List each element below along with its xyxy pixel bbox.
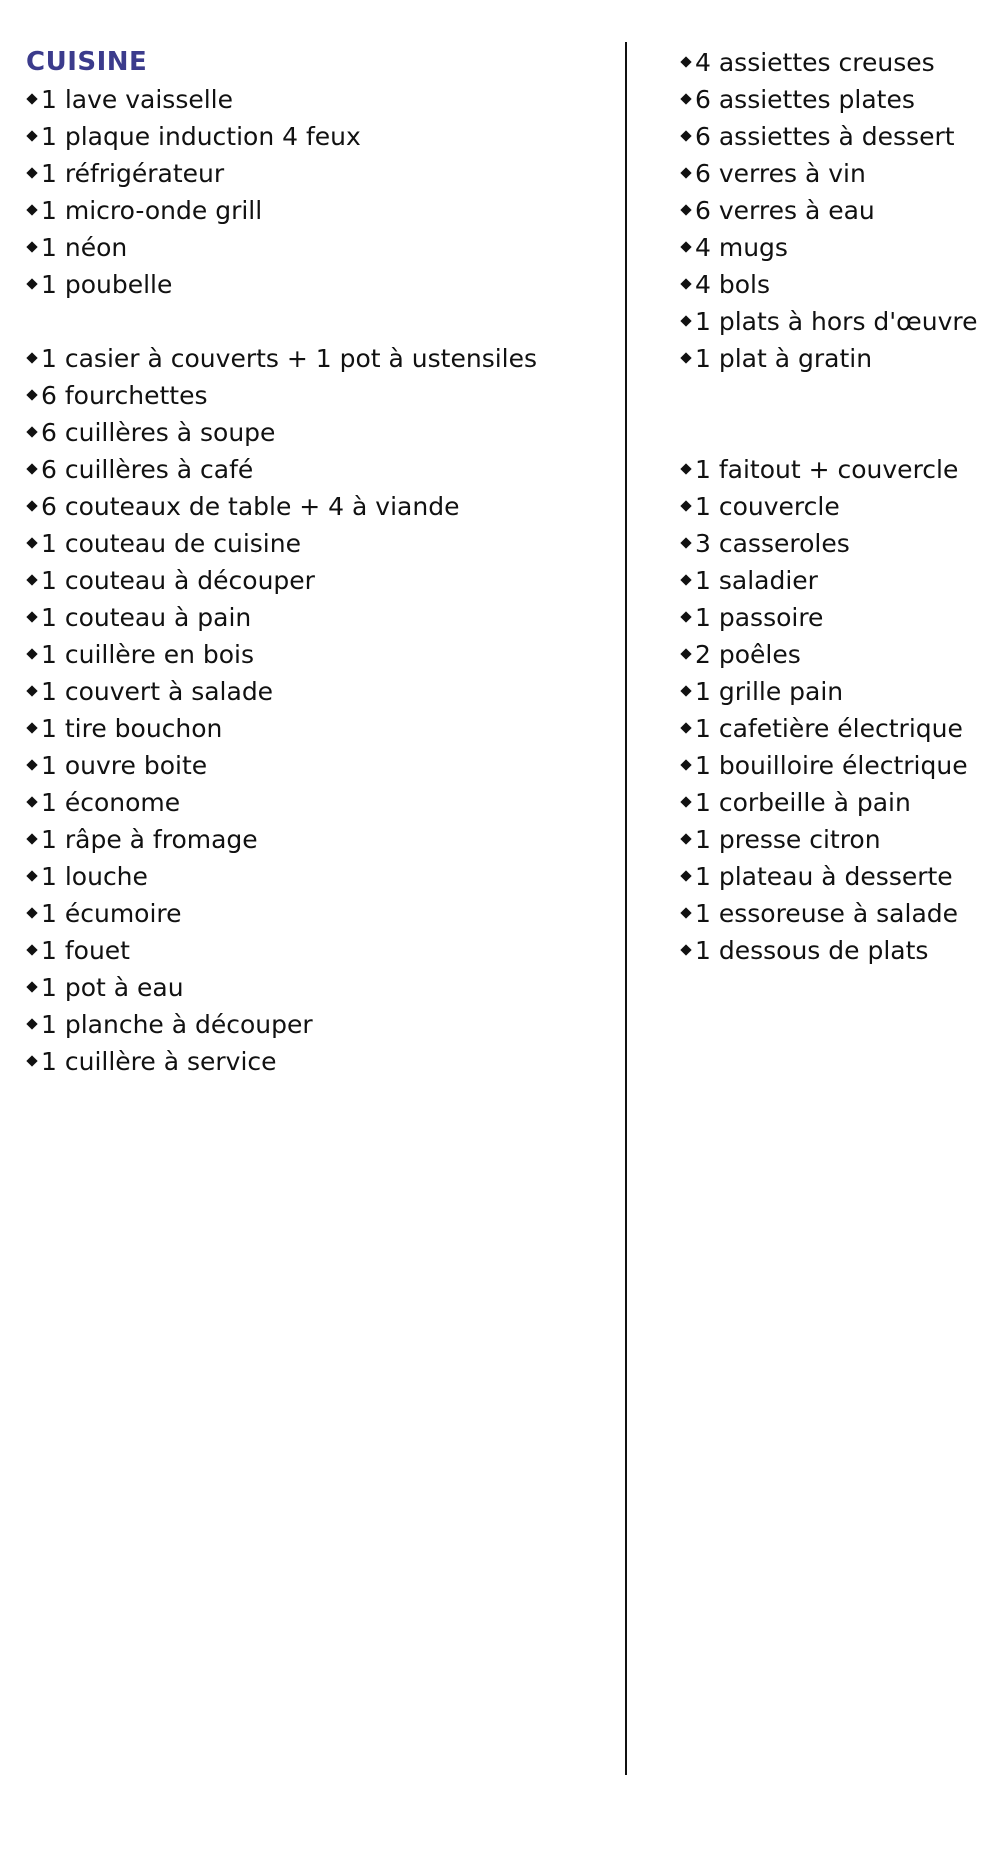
list-item [680,747,995,784]
list-item-label: 1 plats à hors d'œuvre [695,307,978,336]
list-item-label: 1 grille pain [695,677,844,706]
list-item [680,192,995,229]
list-item-label: 1 cuillère en bois [41,640,255,669]
list-item [680,599,995,636]
right-column [680,44,995,969]
list-item [680,451,995,488]
list-item-label: 1 néon [41,233,128,262]
list-item-label: 3 casseroles [695,529,850,558]
list-item-label: 1 louche [41,862,148,891]
list-item [680,562,995,599]
list-item-label: 1 couteau de cuisine [41,529,301,558]
list-item-label: 6 verres à eau [695,196,875,225]
diamond-bullet-icon [680,722,691,733]
list-item [680,673,995,710]
list-item-label: 1 tire bouchon [41,714,223,743]
list-item-label: 6 cuillères à soupe [41,418,276,447]
diamond-bullet-icon [26,1018,37,1029]
list-item [680,340,995,377]
list-item [680,44,995,81]
list-item-label: 1 pot à eau [41,973,184,1002]
list-item [26,710,606,747]
list-item [26,562,606,599]
list-item-label: 1 plaque induction 4 feux [41,122,361,151]
list-item-label: 6 fourchettes [41,381,208,410]
diamond-bullet-icon [680,315,691,326]
cookware-list [680,451,995,969]
diamond-bullet-icon [26,648,37,659]
diamond-bullet-icon [680,611,691,622]
diamond-bullet-icon [680,204,691,215]
diamond-bullet-icon [680,537,691,548]
diamond-bullet-icon [680,93,691,104]
list-item-label: 1 économe [41,788,181,817]
list-item-label: 1 couteau à pain [41,603,252,632]
list-item [26,81,606,118]
diamond-bullet-icon [26,426,37,437]
list-item [26,673,606,710]
diamond-bullet-icon [26,1055,37,1066]
list-item [26,525,606,562]
list-item [26,599,606,636]
list-item [26,340,606,377]
list-item-label: 1 fouet [41,936,130,965]
diamond-bullet-icon [26,796,37,807]
diamond-bullet-icon [680,907,691,918]
list-item-label: 6 assiettes plates [695,85,915,114]
list-item [26,747,606,784]
diamond-bullet-icon [680,833,691,844]
diamond-bullet-icon [680,241,691,252]
left-column [26,44,606,1080]
list-item [680,858,995,895]
diamond-bullet-icon [26,981,37,992]
list-item-label: 4 bols [695,270,770,299]
list-item-label: 2 poêles [695,640,801,669]
section-title: CUISINE [26,47,148,77]
diamond-bullet-icon [26,833,37,844]
list-item [680,710,995,747]
diamond-bullet-icon [26,93,37,104]
list-item [26,155,606,192]
list-item-label: 6 verres à vin [695,159,866,188]
list-item-label: 1 casier à couverts + 1 pot à ustensiles [41,344,538,373]
diamond-bullet-icon [26,611,37,622]
list-item [26,118,606,155]
list-item [26,858,606,895]
list-item [26,266,606,303]
list-item-label: 1 lave vaisselle [41,85,234,114]
list-item [26,969,606,1006]
list-item [680,932,995,969]
list-item-label: 1 couteau à découper [41,566,315,595]
diamond-bullet-icon [680,648,691,659]
list-item-label: 1 micro-onde grill [41,196,263,225]
diamond-bullet-icon [26,389,37,400]
list-item-label: 1 couvercle [695,492,840,521]
list-item-label: 4 mugs [695,233,788,262]
diamond-bullet-icon [26,907,37,918]
diamond-bullet-icon [26,241,37,252]
list-item [680,81,995,118]
list-item-label: 1 cafetière électrique [695,714,963,743]
diamond-bullet-icon [680,796,691,807]
column-divider [625,42,627,1775]
diamond-bullet-icon [26,722,37,733]
list-item-label: 1 essoreuse à salade [695,899,959,928]
diamond-bullet-icon [680,870,691,881]
list-item-label: 1 planche à découper [41,1010,313,1039]
utensil-list [26,340,606,1080]
diamond-bullet-icon [680,130,691,141]
appliance-list [26,81,606,303]
list-item-label: 1 faitout + couvercle [695,455,959,484]
list-item [26,636,606,673]
diamond-bullet-icon [680,759,691,770]
list-item [26,229,606,266]
list-item [26,451,606,488]
list-item-label: 1 corbeille à pain [695,788,911,817]
diamond-bullet-icon [680,167,691,178]
list-item-label: 1 dessous de plats [695,936,929,965]
list-item-label: 1 plat à gratin [695,344,873,373]
list-item-label: 1 réfrigérateur [41,159,225,188]
list-item-label: 6 cuillères à café [41,455,254,484]
diamond-bullet-icon [26,130,37,141]
spacer [26,303,606,340]
diamond-bullet-icon [26,463,37,474]
diamond-bullet-icon [26,574,37,585]
list-item-label: 6 assiettes à dessert [695,122,955,151]
list-item [680,303,995,340]
list-item [26,377,606,414]
diamond-bullet-icon [26,167,37,178]
diamond-bullet-icon [680,574,691,585]
list-item-label: 1 saladier [695,566,818,595]
diamond-bullet-icon [680,685,691,696]
list-item [26,488,606,525]
diamond-bullet-icon [680,278,691,289]
list-item-label: 6 couteaux de table + 4 à viande [41,492,460,521]
list-item [26,895,606,932]
diamond-bullet-icon [26,944,37,955]
list-item [26,414,606,451]
list-item [680,821,995,858]
list-item [26,1043,606,1080]
list-item [26,192,606,229]
list-item [680,266,995,303]
list-item [26,932,606,969]
list-item-label: 1 bouilloire électrique [695,751,968,780]
list-item [26,821,606,858]
list-item [680,525,995,562]
list-item [680,895,995,932]
list-item-label: 4 assiettes creuses [695,48,935,77]
diamond-bullet-icon [680,944,691,955]
list-item [680,636,995,673]
list-item-label: 1 ouvre boite [41,751,208,780]
diamond-bullet-icon [26,500,37,511]
list-item [680,118,995,155]
list-item [26,784,606,821]
list-item-label: 1 râpe à fromage [41,825,258,854]
list-item-label: 1 passoire [695,603,824,632]
diamond-bullet-icon [26,278,37,289]
diamond-bullet-icon [26,352,37,363]
diamond-bullet-icon [26,204,37,215]
diamond-bullet-icon [680,463,691,474]
diamond-bullet-icon [26,685,37,696]
diamond-bullet-icon [26,870,37,881]
list-item-label: 1 cuillère à service [41,1047,277,1076]
spacer [680,377,995,451]
diamond-bullet-icon [680,500,691,511]
diamond-bullet-icon [680,56,691,67]
tableware-list [680,44,995,377]
list-item [680,784,995,821]
diamond-bullet-icon [680,352,691,363]
list-item-label: 1 poubelle [41,270,173,299]
list-item-label: 1 couvert à salade [41,677,274,706]
list-item [680,229,995,266]
list-item [680,155,995,192]
list-item-label: 1 presse citron [695,825,881,854]
diamond-bullet-icon [26,537,37,548]
list-item [26,1006,606,1043]
list-item-label: 1 plateau à desserte [695,862,953,891]
list-item [680,488,995,525]
diamond-bullet-icon [26,759,37,770]
list-item-label: 1 écumoire [41,899,182,928]
